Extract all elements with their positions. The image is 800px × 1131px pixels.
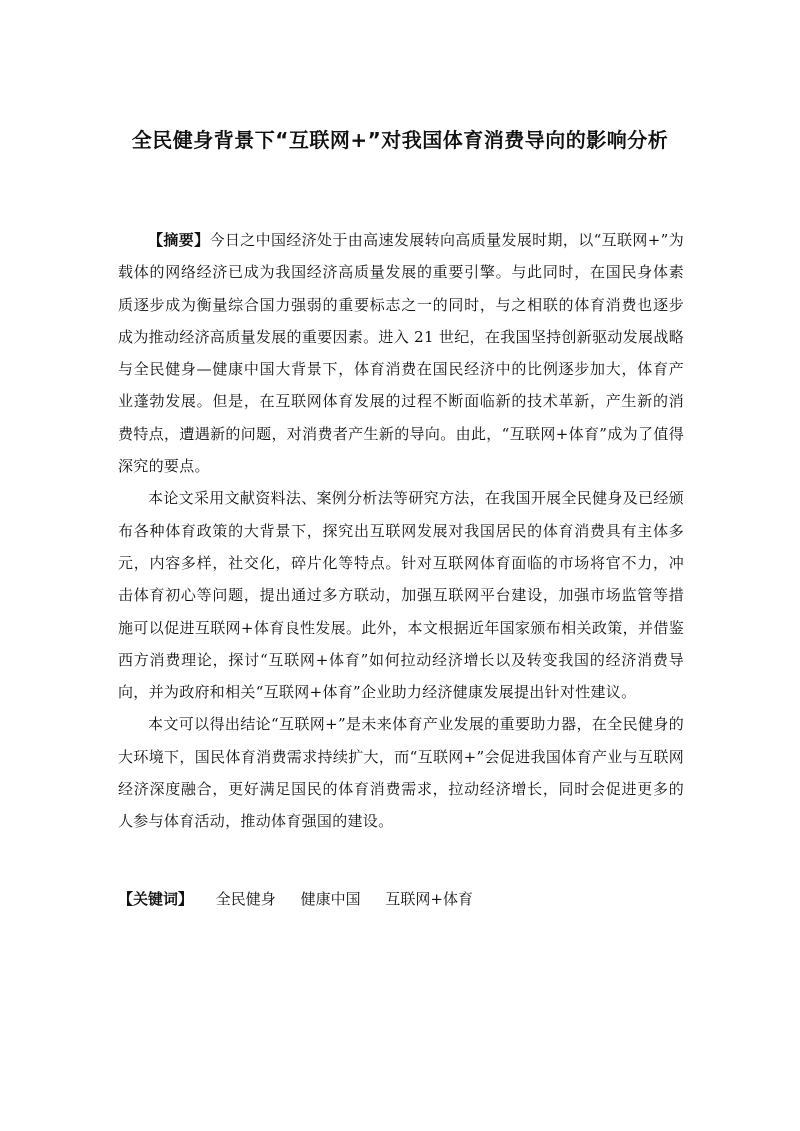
page-title: 全民健身背景下“互联网+”对我国体育消费导向的影响分析 [131, 128, 669, 152]
abstract-section [118, 224, 684, 838]
keyword-item: 互联网+体育 [385, 890, 473, 908]
keyword-item: 健康中国 [300, 890, 361, 908]
abstract-paragraph-1 [118, 224, 684, 482]
abstract-text-1: 今日之中国经济处于由高速发展转向高质量发展时期，以“互联网+”为载体的网络经济已成为我国经济高质量发展的重要引擎。与此同时，在国民身体素质逐步成为衡量综合国力强弱的重要标志之一的同时，与之相联的体育消费也逐步成为推动经济高质量发展的重要因素。进入 21 世纪，在我国坚持创新驱动发展战略与全民健身—健康中国大背景下，体育消费在国民经济中的比例逐步加大，体育产业蓬勃发展。但是，在互联网体育发展的过程不断面临新的技术革新，产生新的消费特点，遭遇新的问题，对消费者产生新的导向。由此，“互联网+体育”成为了值得深究的要点。 [118, 231, 684, 476]
abstract-paragraph-2: 本论文采用文献资料法、案例分析法等研究方法，在我国开展全民健身及已经颁布各种体育政策的大背景下，探究出互联网发展对我国居民的体育消费具有主体多元，内容多样，社交化，碎片化等特点。针对互联网体育面临的市场将官不力，冲击体育初心等问题，提出通过多方联动，加强互联网平台建设，加强市场监管等措施可以促进互联网+体育良性发展。此外，本文根据近年国家颁布相关政策，并借鉴西方消费理论，探讨“互联网+体育”如何拉动经济增长以及转变我国的经济消费导向，并为政府和相关“互联网+体育”企业助力经济健康发展提出针对性建议。 [118, 489, 684, 702]
keywords-line [118, 884, 493, 914]
keywords-label: 【关键词】 [118, 890, 194, 908]
abstract-label: 【摘要】 [148, 231, 210, 249]
keyword-item: 全民健身 [215, 890, 276, 908]
abstract-paragraph-3: 本文可以得出结论“互联网+”是未来体育产业发展的重要助力器，在全民健身的大环境下，国民体育消费需求持续扩大，而“互联网+”会促进我国体育产业与互联网经济深度融合，更好满足国民的体育消费需求，拉动经济增长，同时会促进更多的人参与体育活动，推动体育强国的建设。 [118, 715, 684, 831]
